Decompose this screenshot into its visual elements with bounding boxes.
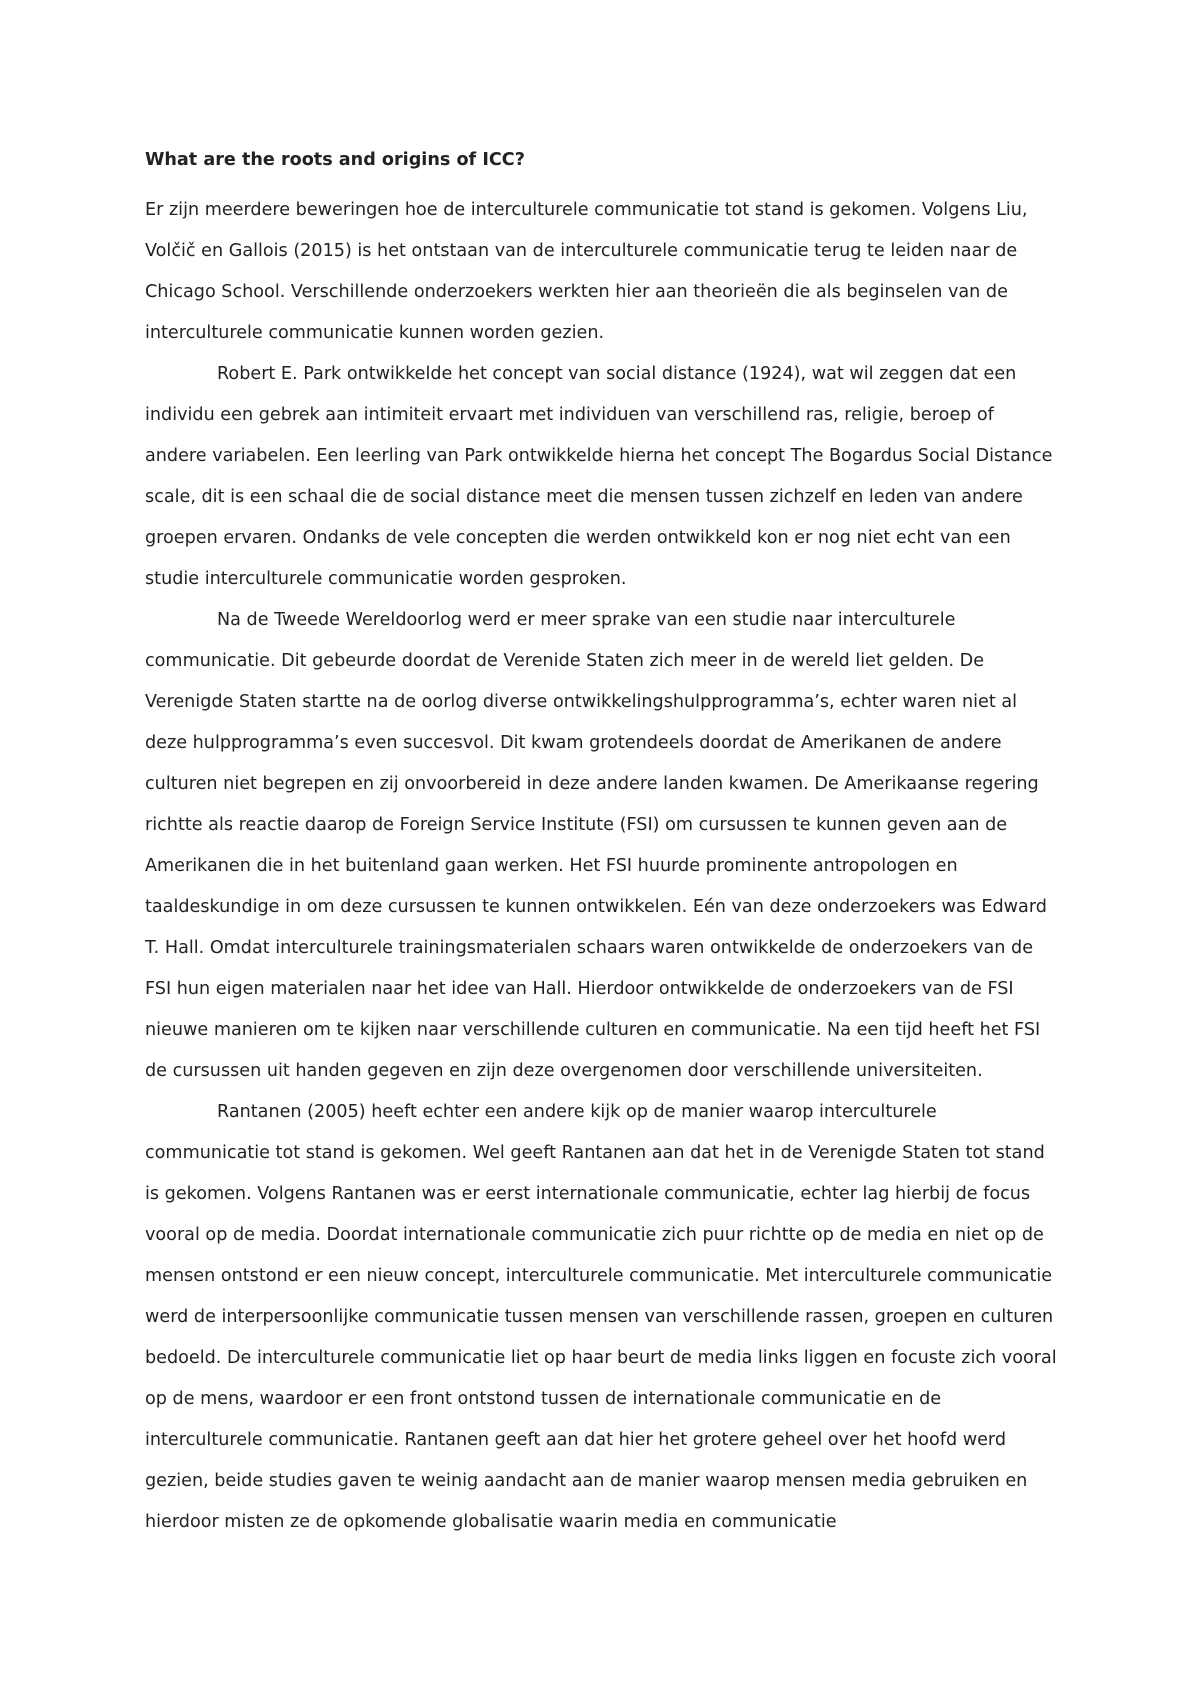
document-body (145, 140, 1060, 1543)
section-heading: What are the roots and origins of ICC? (145, 150, 525, 170)
paragraph-1: Er zijn meerdere beweringen hoe de interculturele communicatie tot stand is gekomen. Volgens Liu, Volčič en Gallois (2015) is het ontstaan van de interculturele communicatie terug te leiden naar de Chicago School. Verschillende onderzoekers werkten hier aan theorieën die als beginselen van de interculturele communicatie kunnen worden gezien. (145, 200, 1028, 343)
paragraph-4: Rantanen (2005) heeft echter een andere kijk op de manier waarop interculturele communicatie tot stand is gekomen. Wel geeft Rantanen aan dat het in de Verenigde Staten tot stand is gekomen. Volgens Rantanen was er eerst internationale communicatie, echter lag hierbij de focus vooral op de media. Doordat internationale communicatie zich puur richtte op de media en niet op de mensen ontstond er een nieuw concept, interculturele communicatie. Met interculturele communicatie werd de interpersoonlijke communicatie tussen mensen van verschillende rassen, groepen en culturen bedoeld. De interculturele communicatie liet op haar beurt de media links liggen en focuste zich vooral op de mens, waardoor er een front ontstond tussen de internationale communicatie en de interculturele communicatie. Rantanen geeft aan dat hier het grotere geheel over het hoofd werd gezien, beide studies gaven te weinig aandacht aan de manier waarop mensen media gebruiken en hierdoor misten ze de opkomende globalisatie waarin media en communicatie (145, 1102, 1057, 1532)
paragraph-2: Robert E. Park ontwikkelde het concept van social distance (1924), wat wil zeggen dat een individu een gebrek aan intimiteit ervaart met individuen van verschillend ras, religie, beroep of andere variabelen. Een leerling van Park ontwikkelde hierna het concept The Bogardus Social Distance scale, dit is een schaal die de social distance meet die mensen tussen zichzelf en leden van andere groepen ervaren. Ondanks de vele concepten die werden ontwikkeld kon er nog niet echt van een studie interculturele communicatie worden gesproken. (145, 364, 1053, 589)
paragraph-3: Na de Tweede Wereldoorlog werd er meer sprake van een studie naar interculturele communicatie. Dit gebeurde doordat de Verenide Staten zich meer in de wereld liet gelden. De Verenigde Staten startte na de oorlog diverse ontwikkelingshulpprogramma’s, echter waren niet al deze hulpprogramma’s even succesvol. Dit kwam grotendeels doordat de Amerikanen de andere culturen niet begrepen en zij onvoorbereid in deze andere landen kwamen. De Amerikaanse regering richtte als reactie daarop de Foreign Service Institute (FSI) om cursussen te kunnen geven aan de Amerikanen die in het buitenland gaan werken. Het FSI huurde prominente antropologen en taaldeskundige in om deze cursussen te kunnen ontwikkelen. Eén van deze onderzoekers was Edward T. Hall. Omdat interculturele trainingsmaterialen schaars waren ontwikkelde de onderzoekers van de FSI hun eigen materialen naar het idee van Hall. Hierdoor ontwikkelde de onderzoekers van de FSI nieuwe manieren om te kijken naar verschillende culturen en communicatie. Na een tijd heeft het FSI de cursussen uit handen gegeven en zijn deze overgenomen door verschillende universiteiten. (145, 610, 1047, 1081)
